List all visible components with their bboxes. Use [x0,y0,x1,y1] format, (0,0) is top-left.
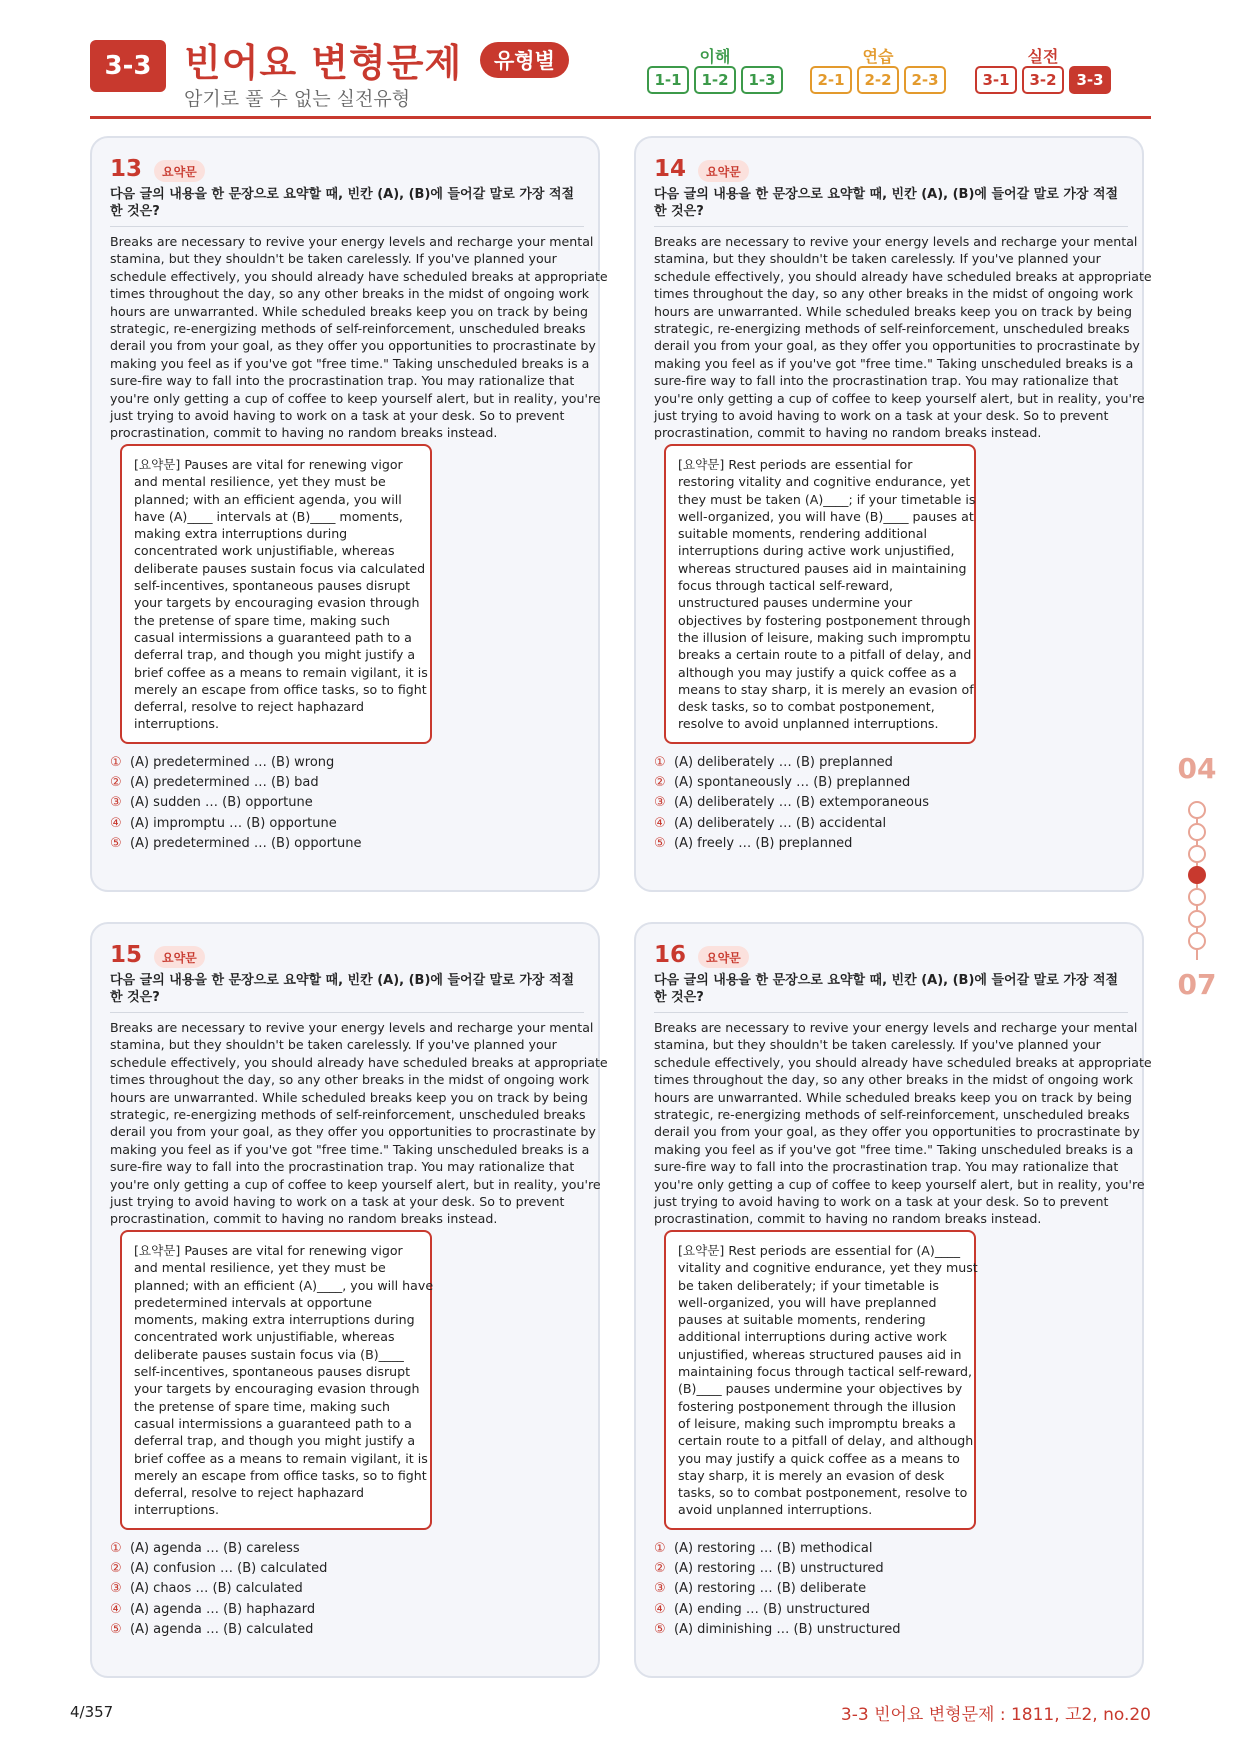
summary-line: interruptions. [134,716,219,732]
summary-line: the pretense of spare time, making such [134,1398,391,1414]
section-badge: 3-3 [90,40,166,92]
passage-line: derail you from your goal, as they offer you opportunities to procrastinate by [654,1124,1140,1140]
summary-line: although you may justify a quick coffee as a [678,664,957,680]
passage-line: times throughout the day, so any other breaks in the midst of ongoing work [654,1072,1134,1088]
question-type-tag: 요약문 [154,946,205,968]
source-citation: 3-3 빈어요 변형문제 : 1811, 고2, no.20 [840,1705,1151,1725]
passage-text [110,1019,608,1228]
summary-line: merely an escape from office tasks, so to fight [134,1467,427,1483]
prompt-line: 한 것은? [654,990,704,1005]
question-card [90,922,608,1678]
question-card [634,922,1152,1678]
option-number-marker: ③ [654,795,666,811]
nav-button-3-2[interactable]: 3-2 [1022,66,1064,94]
answer-option[interactable] [654,1538,1124,1558]
summary-line: casual intermissions a guaranteed path to a [134,1415,412,1431]
question-number: 13 [110,156,143,182]
prompt-line: 다음 글의 내용을 한 문장으로 요약할 때, 빈칸 (A), (B)에 들어갈 말로 가장 적절 [654,973,1119,988]
passage-line: stamina, but they shouldn't be taken carelessly. If you've planned your [654,251,1101,267]
passage-text [110,233,608,442]
summary-line: unstructured pauses undermine your [678,595,913,611]
passage-line: derail you from your goal, as they offer you opportunities to procrastinate by [654,338,1140,354]
answer-option[interactable] [654,1619,1124,1639]
answer-option[interactable] [654,772,1124,792]
question-prompt [654,186,1128,227]
passage-line: strategic, re-energizing methods of self-reinforcement, unscheduled breaks [110,321,586,337]
passage-line: hours are unwarranted. While scheduled breaks keep you on track by being [654,303,1133,319]
progress-start-number: 04 [1177,752,1217,785]
summary-line: self-incentives, spontaneous pauses disrupt [134,1364,411,1380]
summary-line: self-incentives, spontaneous pauses disrupt [134,578,411,594]
passage-line: Breaks are necessary to revive your energy levels and recharge your mental [654,234,1138,249]
option-number-marker: ① [654,1540,666,1556]
option-number-marker: ④ [110,815,122,831]
passage-line: procrastination, commit to having no random breaks instead. [110,425,498,441]
option-text: (A) chaos … (B) calculated [130,1581,303,1597]
answer-option[interactable] [654,833,1124,853]
summary-line: your targets by encouraging evasion through [134,1381,420,1397]
progress-dot [1188,866,1206,884]
summary-line: planned; with an efficient (A)____, you will have [134,1277,434,1293]
option-number-marker: ⑤ [110,835,122,851]
summary-line: you may justify a quick coffee as a means to [678,1450,960,1466]
progress-dot [1188,888,1206,906]
question-prompt [110,186,584,227]
passage-line: you're only getting a cup of coffee to keep yourself alert, but in reality, you're [110,1176,601,1192]
passage-line: just trying to avoid having to work on a task at your desk. So to prevent [110,408,565,424]
prompt-line: 한 것은? [110,204,160,219]
summary-line: interruptions during active work unjustified, [678,543,955,559]
passage-line: procrastination, commit to having no random breaks instead. [654,1211,1042,1227]
progress-dot [1188,932,1206,950]
page-subtitle: 암기로 풀 수 없는 실전유형 [184,88,411,110]
summary-box [664,444,976,744]
passage-line: hours are unwarranted. While scheduled breaks keep you on track by being [110,303,589,319]
summary-line: well-organized, you will have preplanned [678,1294,937,1310]
option-number-marker: ⑤ [110,1621,122,1637]
summary-line: deferral trap, and though you might justify a [134,1433,416,1449]
type-chip: 유형별 [480,42,569,78]
passage-line: hours are unwarranted. While scheduled breaks keep you on track by being [110,1089,589,1105]
summary-line: vitality and cognitive endurance, yet they must [678,1260,978,1276]
summary-line: whereas structured pauses aid in maintaining [678,560,967,576]
passage-text [654,233,1152,442]
question-type-tag: 요약문 [154,160,205,182]
answer-option[interactable] [110,1619,580,1639]
passage-line: strategic, re-energizing methods of self-reinforcement, unscheduled breaks [110,1107,586,1123]
summary-line: the pretense of spare time, making such [134,612,391,628]
summary-line: additional interruptions during active work [678,1329,947,1345]
question-card [634,136,1152,892]
option-text: (A) diminishing … (B) unstructured [674,1621,901,1637]
option-text: (A) restoring … (B) unstructured [674,1560,884,1576]
summary-line: have (A)____ intervals at (B)____ moments, [134,508,403,524]
summary-line: brief coffee as a means to remain vigilant, it is [134,1450,428,1466]
answer-option[interactable] [654,752,1124,772]
summary-line: of leisure, making such impromptu breaks a [678,1415,956,1431]
summary-line: stay sharp, it is merely an evasion of desk [678,1467,945,1483]
option-text: (A) restoring … (B) deliberate [674,1581,867,1597]
answer-option[interactable] [654,793,1124,813]
summary-line: suitable moments, rendering additional [678,526,927,542]
option-number-marker: ① [110,1540,122,1556]
option-text: (A) ending … (B) unstructured [674,1601,870,1617]
nav-button-1-3[interactable]: 1-3 [741,66,783,94]
nav-group-label: 연습 [862,47,894,66]
summary-line: and mental resilience, yet they must be [134,1260,386,1276]
passage-line: just trying to avoid having to work on a task at your desk. So to prevent [654,408,1109,424]
passage-line: stamina, but they shouldn't be taken carelessly. If you've planned your [110,1037,557,1053]
passage-line: sure-fire way to fall into the procrastination trap. You may rationalize that [110,373,575,389]
question-card [90,136,608,892]
question-number: 14 [654,156,687,182]
option-text: (A) spontaneously … (B) preplanned [674,774,911,790]
nav-group-label: 이해 [699,47,731,66]
summary-line: the illusion of leisure, making such impromptu [678,629,971,645]
nav-button-3-1[interactable]: 3-1 [975,66,1017,94]
passage-line: just trying to avoid having to work on a task at your desk. So to prevent [654,1194,1109,1210]
passage-text [654,1019,1152,1228]
summary-line: concentrated work unjustifiable, whereas [134,1329,395,1345]
option-text: (A) deliberately … (B) preplanned [674,754,893,770]
option-number-marker: ② [110,774,122,790]
option-number-marker: ③ [654,1581,666,1597]
passage-line: times throughout the day, so any other breaks in the midst of ongoing work [110,286,590,302]
option-number-marker: ② [110,1560,122,1576]
summary-line: deferral, resolve to reject haphazard [134,1485,364,1501]
summary-line: your targets by encouraging evasion through [134,595,420,611]
option-number-marker: ③ [110,1581,122,1597]
summary-line: concentrated work unjustifiable, whereas [134,543,395,559]
question-prompt [654,972,1128,1013]
prompt-line: 한 것은? [110,990,160,1005]
summary-line: restoring vitality and cognitive endurance, yet [678,474,971,490]
passage-line: sure-fire way to fall into the procrastination trap. You may rationalize that [654,373,1119,389]
summary-line: predetermined intervals at opportune [134,1294,372,1310]
answer-option[interactable] [110,1558,580,1578]
passage-line: times throughout the day, so any other breaks in the midst of ongoing work [110,1072,590,1088]
summary-line: be taken deliberately; if your timetable is [678,1277,939,1293]
question-number: 15 [110,942,143,968]
answer-option[interactable] [654,1579,1124,1599]
question-number: 16 [654,942,687,968]
nav-button-2-1[interactable]: 2-1 [810,66,852,94]
answer-option[interactable] [654,813,1124,833]
passage-line: Breaks are necessary to revive your energy levels and recharge your mental [110,234,594,249]
passage-line: hours are unwarranted. While scheduled breaks keep you on track by being [654,1089,1133,1105]
nav-button-2-2[interactable]: 2-2 [857,66,899,94]
summary-line: casual intermissions a guaranteed path to a [134,629,412,645]
passage-line: Breaks are necessary to revive your energy levels and recharge your mental [110,1020,594,1035]
passage-line: schedule effectively, you should already have scheduled breaks at appropriate [110,268,608,284]
passage-line: derail you from your goal, as they offer you opportunities to procrastinate by [110,1124,596,1140]
nav-group-practice [810,44,946,94]
passage-line: making you feel as if you've got "free time." Taking unscheduled breaks is a [110,1141,590,1157]
option-text: (A) sudden … (B) opportune [130,795,313,811]
option-number-marker: ② [654,774,666,790]
option-text: (A) deliberately … (B) accidental [674,815,887,831]
header-divider [90,116,1151,119]
summary-line: deliberate pauses sustain focus via (B)____ [134,1346,404,1362]
summary-line: merely an escape from office tasks, so to fight [134,681,427,697]
option-number-marker: ④ [110,1601,122,1617]
prompt-line: 다음 글의 내용을 한 문장으로 요약할 때, 빈칸 (A), (B)에 들어갈 말로 가장 적절 [654,187,1119,202]
passage-line: procrastination, commit to having no random breaks instead. [110,1211,498,1227]
option-number-marker: ③ [110,795,122,811]
question-type-tag: 요약문 [698,946,749,968]
passage-line: sure-fire way to fall into the procrastination trap. You may rationalize that [654,1159,1119,1175]
summary-line: brief coffee as a means to remain vigilant, it is [134,664,428,680]
answer-option[interactable] [654,1599,1124,1619]
summary-line: means to stay sharp, it is merely an evasion of [678,681,974,697]
passage-line: stamina, but they shouldn't be taken carelessly. If you've planned your [654,1037,1101,1053]
summary-line: planned; with an efficient agenda, you will [134,491,402,507]
nav-button-3-3[interactable]: 3-3 [1069,66,1111,94]
passage-line: you're only getting a cup of coffee to keep yourself alert, but in reality, you're [654,390,1145,406]
nav-group-label: 실전 [1027,47,1059,66]
summary-box [664,1230,976,1530]
summary-line: [요약문] Rest periods are essential for [678,457,913,472]
answer-option[interactable] [110,833,580,853]
option-text: (A) freely … (B) preplanned [674,835,853,851]
answer-options [110,1538,580,1639]
option-number-marker: ② [654,1560,666,1576]
summary-line: (B)____ pauses undermine your objectives by [678,1381,963,1397]
summary-line: deferral trap, and though you might justify a [134,647,416,663]
option-text: (A) agenda … (B) calculated [130,1621,314,1637]
answer-option[interactable] [654,1558,1124,1578]
option-text: (A) confusion … (B) calculated [130,1560,328,1576]
passage-line: strategic, re-energizing methods of self-reinforcement, unscheduled breaks [654,1107,1130,1123]
option-text: (A) agenda … (B) haphazard [130,1601,316,1617]
passage-line: procrastination, commit to having no random breaks instead. [654,425,1042,441]
progress-end-number: 07 [1177,968,1217,1001]
summary-line: resolve to avoid unplanned interruptions. [678,716,939,732]
progress-dot [1188,910,1206,928]
passage-line: making you feel as if you've got "free time." Taking unscheduled breaks is a [110,355,590,371]
passage-line: schedule effectively, you should already have scheduled breaks at appropriate [110,1054,608,1070]
summary-line: deliberate pauses sustain focus via calculated [134,560,426,576]
option-text: (A) restoring … (B) methodical [674,1540,873,1556]
question-prompt [110,972,584,1013]
answer-option[interactable] [110,1599,580,1619]
page-title: 빈어요 변형문제 [184,41,463,85]
summary-box [120,1230,432,1530]
summary-line: maintaining focus through tactical self-reward, [678,1364,973,1380]
answer-option[interactable] [110,793,580,813]
nav-button-2-3[interactable]: 2-3 [904,66,946,94]
answer-option[interactable] [110,752,580,772]
answer-option[interactable] [110,772,580,792]
option-number-marker: ① [654,754,666,770]
passage-line: Breaks are necessary to revive your energy levels and recharge your mental [654,1020,1138,1035]
answer-option[interactable] [110,1579,580,1599]
summary-line: avoid unplanned interruptions. [678,1502,873,1518]
passage-line: strategic, re-energizing methods of self-reinforcement, unscheduled breaks [654,321,1130,337]
prompt-line: 다음 글의 내용을 한 문장으로 요약할 때, 빈칸 (A), (B)에 들어갈 말로 가장 적절 [110,187,575,202]
summary-line: and mental resilience, yet they must be [134,474,386,490]
summary-line: unjustified, whereas structured pauses aid in [678,1346,962,1362]
passage-line: schedule effectively, you should already have scheduled breaks at appropriate [654,1054,1152,1070]
option-number-marker: ④ [654,815,666,831]
summary-line: objectives by fostering postponement through [678,612,971,628]
progress-dot [1188,823,1206,841]
nav-group-understanding [647,44,783,94]
answer-option[interactable] [110,1538,580,1558]
option-text: (A) predetermined … (B) bad [130,774,319,790]
summary-line: certain route to a pitfall of delay, and although [678,1433,974,1449]
passage-line: derail you from your goal, as they offer you opportunities to procrastinate by [110,338,596,354]
summary-line: deferral, resolve to reject haphazard [134,699,364,715]
passage-line: schedule effectively, you should already have scheduled breaks at appropriate [654,268,1152,284]
nav-button-1-2[interactable]: 1-2 [694,66,736,94]
summary-line: tasks, so to combat postponement, resolve to [678,1485,968,1501]
summary-line: fostering postponement through the illusion [678,1398,956,1414]
summary-line: breaks a certain route to a pitfall of delay, and [678,647,972,663]
option-text: (A) impromptu … (B) opportune [130,815,337,831]
summary-line: desk tasks, so to combat postponement, [678,699,935,715]
summary-line: making extra interruptions during [134,526,348,542]
passage-line: you're only getting a cup of coffee to keep yourself alert, but in reality, you're [110,390,601,406]
prompt-line: 다음 글의 내용을 한 문장으로 요약할 때, 빈칸 (A), (B)에 들어갈 말로 가장 적절 [110,973,575,988]
passage-line: times throughout the day, so any other breaks in the midst of ongoing work [654,286,1134,302]
option-text: (A) predetermined … (B) wrong [130,754,335,770]
summary-line: [요약문] Rest periods are essential for (A)____ [678,1243,961,1258]
summary-line: [요약문] Pauses are vital for renewing vigor [134,457,403,472]
answer-options [110,752,580,853]
summary-line: [요약문] Pauses are vital for renewing vigor [134,1243,403,1258]
option-number-marker: ⑤ [654,835,666,851]
answer-options [654,752,1124,853]
prompt-line: 한 것은? [654,204,704,219]
answer-option[interactable] [110,813,580,833]
progress-dot [1188,801,1206,819]
option-text: (A) predetermined … (B) opportune [130,835,362,851]
summary-box [120,444,432,744]
option-number-marker: ④ [654,1601,666,1617]
option-number-marker: ⑤ [654,1621,666,1637]
summary-line: moments, making extra interruptions during [134,1312,415,1328]
page-number: 4/357 [70,1703,114,1721]
passage-line: just trying to avoid having to work on a task at your desk. So to prevent [110,1194,565,1210]
passage-line: you're only getting a cup of coffee to keep yourself alert, but in reality, you're [654,1176,1145,1192]
summary-line: focus through tactical self-reward, [678,578,893,594]
passage-line: stamina, but they shouldn't be taken carelessly. If you've planned your [110,251,557,267]
question-type-tag: 요약문 [698,160,749,182]
summary-line: well-organized, you will have (B)____ pauses at [678,508,974,524]
nav-group-real [975,44,1111,94]
answer-options [654,1538,1124,1639]
summary-line: interruptions. [134,1502,219,1518]
progress-dot [1188,845,1206,863]
summary-line: they must be taken (A)____; if your timetable is [678,491,976,507]
nav-button-1-1[interactable]: 1-1 [647,66,689,94]
summary-line: pauses at suitable moments, rendering [678,1312,926,1328]
passage-line: making you feel as if you've got "free time." Taking unscheduled breaks is a [654,355,1134,371]
option-text: (A) deliberately … (B) extemporaneous [674,795,930,811]
option-text: (A) agenda … (B) careless [130,1540,300,1556]
passage-line: making you feel as if you've got "free time." Taking unscheduled breaks is a [654,1141,1134,1157]
passage-line: sure-fire way to fall into the procrastination trap. You may rationalize that [110,1159,575,1175]
option-number-marker: ① [110,754,122,770]
